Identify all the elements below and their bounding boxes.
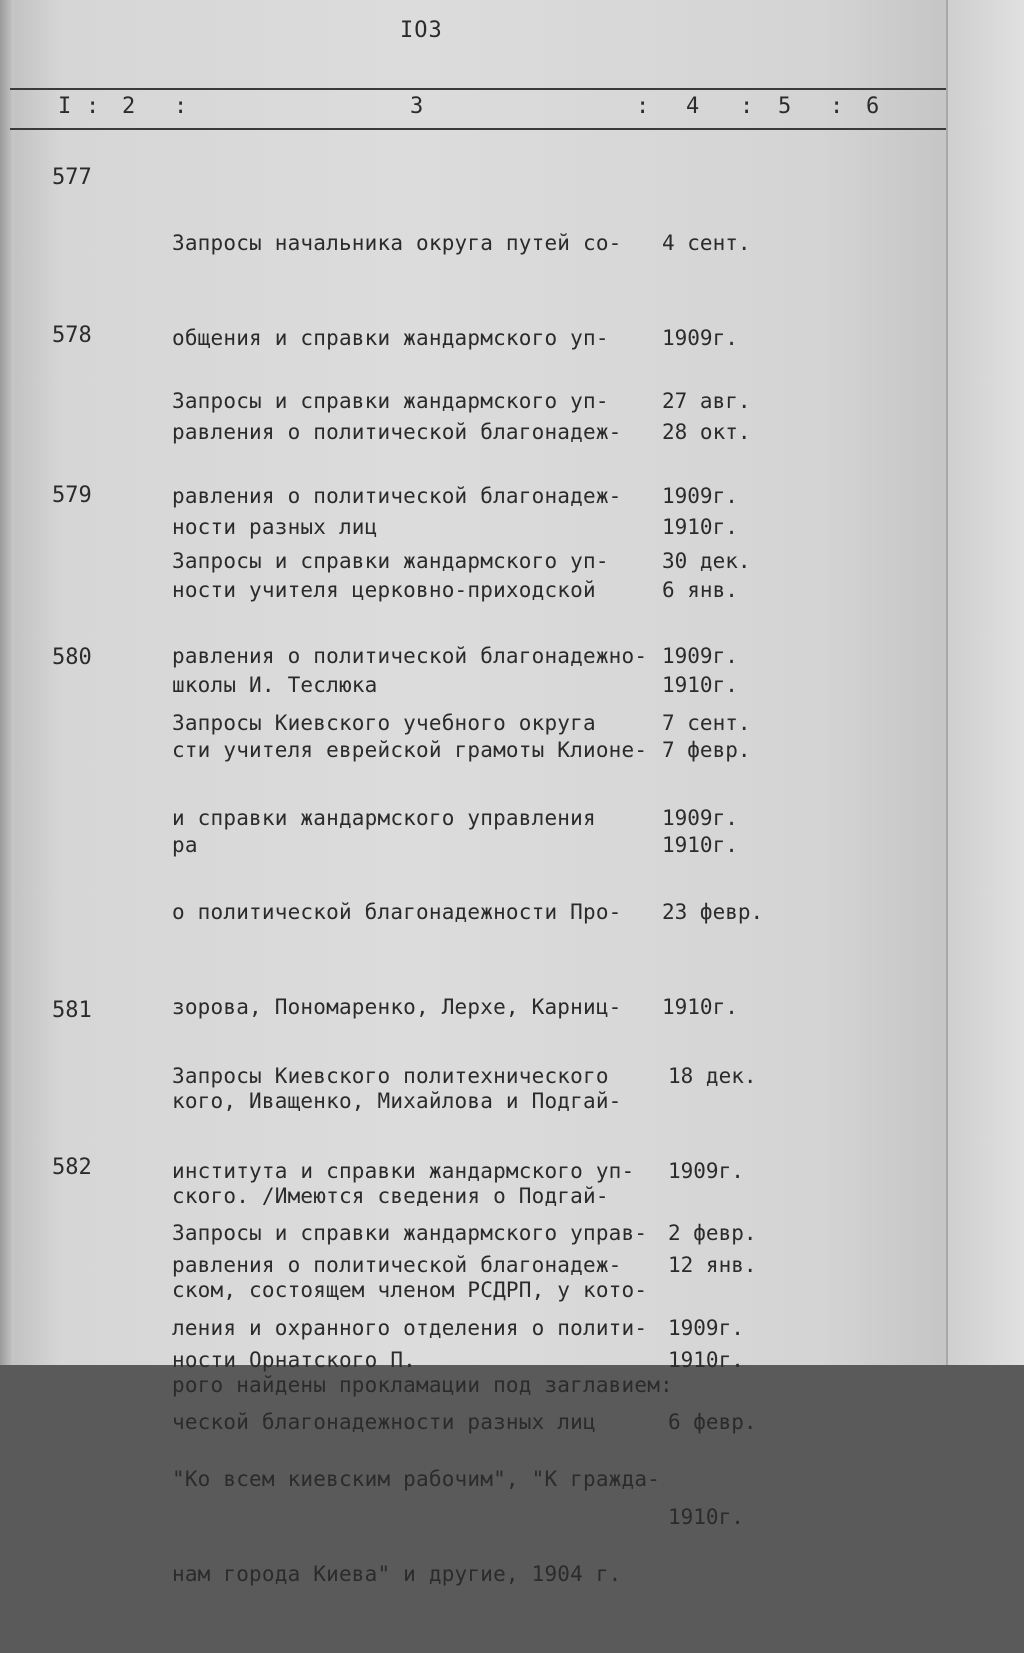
page-number: IO3	[400, 18, 443, 43]
entry-date: 1909г.	[668, 1315, 744, 1340]
entry-line: Запросы и справки жандармского управ-	[172, 1221, 648, 1245]
entry-date: 12 янв.	[668, 1253, 757, 1277]
entry-line: ности разных лиц	[172, 514, 378, 539]
column-header-3: 3	[410, 94, 424, 119]
entry-line: института и справки жандармского уп-	[172, 1158, 635, 1183]
entry-date: 6 февр.	[668, 1410, 757, 1434]
entry-line: "Ко всем киевским рабочим", "К гражда-	[172, 1467, 661, 1491]
column-header-2: 2	[122, 94, 136, 119]
entry-line: равления о политической благонадеж-	[172, 420, 622, 444]
entry-line: и справки жандармского управления	[172, 805, 596, 830]
entry-line: рого найдены прокламации под заглавием:	[172, 1372, 673, 1397]
entry-line: ра	[172, 832, 198, 857]
entry-line: равления о политической благонадежно-	[172, 643, 648, 668]
entry-date: 6 янв.	[662, 578, 738, 602]
entry-line: ского. /Имеются сведения о Подгай-	[172, 1183, 609, 1208]
entry-line: общения и справки жандармского уп-	[172, 325, 609, 350]
entry-description	[172, 1155, 647, 1502]
entry-date: 27 авг.	[662, 389, 751, 413]
entry-date: 1910г.	[668, 1347, 744, 1372]
entry-date: 30 дек.	[662, 549, 751, 573]
column-header-4: 4	[686, 94, 700, 119]
entry-line: ности Орнатского П.	[172, 1347, 417, 1372]
column-separator: :	[830, 94, 844, 119]
entry-date: 1909г.	[662, 643, 738, 668]
header-rule-bottom	[10, 128, 946, 130]
column-separator: :	[740, 94, 754, 119]
entry-line: сти учителя еврейской грамоты Клионе-	[172, 738, 648, 762]
entry-date: 1910г.	[662, 514, 738, 539]
entry-date: 7 февр.	[662, 738, 751, 762]
header-rule-top	[10, 88, 946, 90]
entry-date: 4 сент.	[662, 231, 751, 255]
entry-dates	[668, 1155, 757, 1596]
entry-line: равления о политической благонадеж-	[172, 483, 622, 508]
entry-line: Запросы и справки жандармского уп-	[172, 389, 609, 413]
column-header-5: 5	[778, 94, 792, 119]
entry-line: нам города Киева" и другие, 1904 г.	[172, 1561, 622, 1586]
entry-number: 581	[52, 998, 92, 1023]
entry-date: 1910г.	[668, 1504, 744, 1529]
entry-date: 1909г.	[662, 483, 738, 508]
entry-date: 1909г.	[662, 805, 738, 830]
entry-date: 28 окт.	[662, 420, 751, 444]
column-separator: :	[174, 94, 188, 119]
entry-line: Запросы Киевского учебного округа	[172, 711, 596, 735]
entry-number: 577	[52, 165, 92, 190]
entry-line: равления о политической благонадеж-	[172, 1253, 622, 1277]
entry-date: 1909г.	[668, 1158, 744, 1183]
entry-line: кого, Иващенко, Михайлова и Подгай-	[172, 1089, 622, 1113]
entry-number: 580	[52, 645, 92, 670]
entry-date: 23 февр.	[662, 900, 764, 924]
entry-line: ческой благонадежности разных лиц	[172, 1410, 596, 1434]
entry-line: Запросы начальника округа путей со-	[172, 231, 622, 255]
entry-number: 582	[52, 1155, 92, 1180]
column-separator: :	[86, 94, 100, 119]
entry-date: 1909г.	[662, 325, 738, 350]
entry-line: ности учителя церковно-приходской	[172, 578, 596, 602]
entry-line: школы И. Теслюка	[172, 672, 378, 697]
entry-number: 578	[52, 323, 92, 348]
entry-number: 579	[52, 483, 92, 508]
entry-line: ления и охранного отделения о полити-	[172, 1315, 648, 1340]
entry-line: Запросы и справки жандармского уп-	[172, 549, 609, 573]
entry-date: 18 дек.	[668, 1064, 757, 1088]
entry-date: 2 февр.	[668, 1221, 757, 1245]
entry-date: 1910г.	[662, 672, 738, 697]
page-curl-shadow	[0, 0, 14, 1365]
entry-line: ском, состоящем членом РСДРП, у кото-	[172, 1278, 648, 1302]
entry-date: 7 сент.	[662, 711, 751, 735]
column-header-6: 6	[866, 94, 880, 119]
entry-date: 1910г.	[662, 994, 738, 1019]
adjacent-page	[948, 0, 1024, 1365]
entry-line: зорова, Пономаренко, Лерхе, Карниц-	[172, 994, 622, 1019]
column-separator: :	[636, 94, 650, 119]
entry-line: Запросы Киевского политехнического	[172, 1064, 609, 1088]
entry-date: 1910г.	[662, 832, 738, 857]
column-header-1: I	[58, 94, 72, 119]
entry-line: о политической благонадежности Про-	[172, 900, 622, 924]
